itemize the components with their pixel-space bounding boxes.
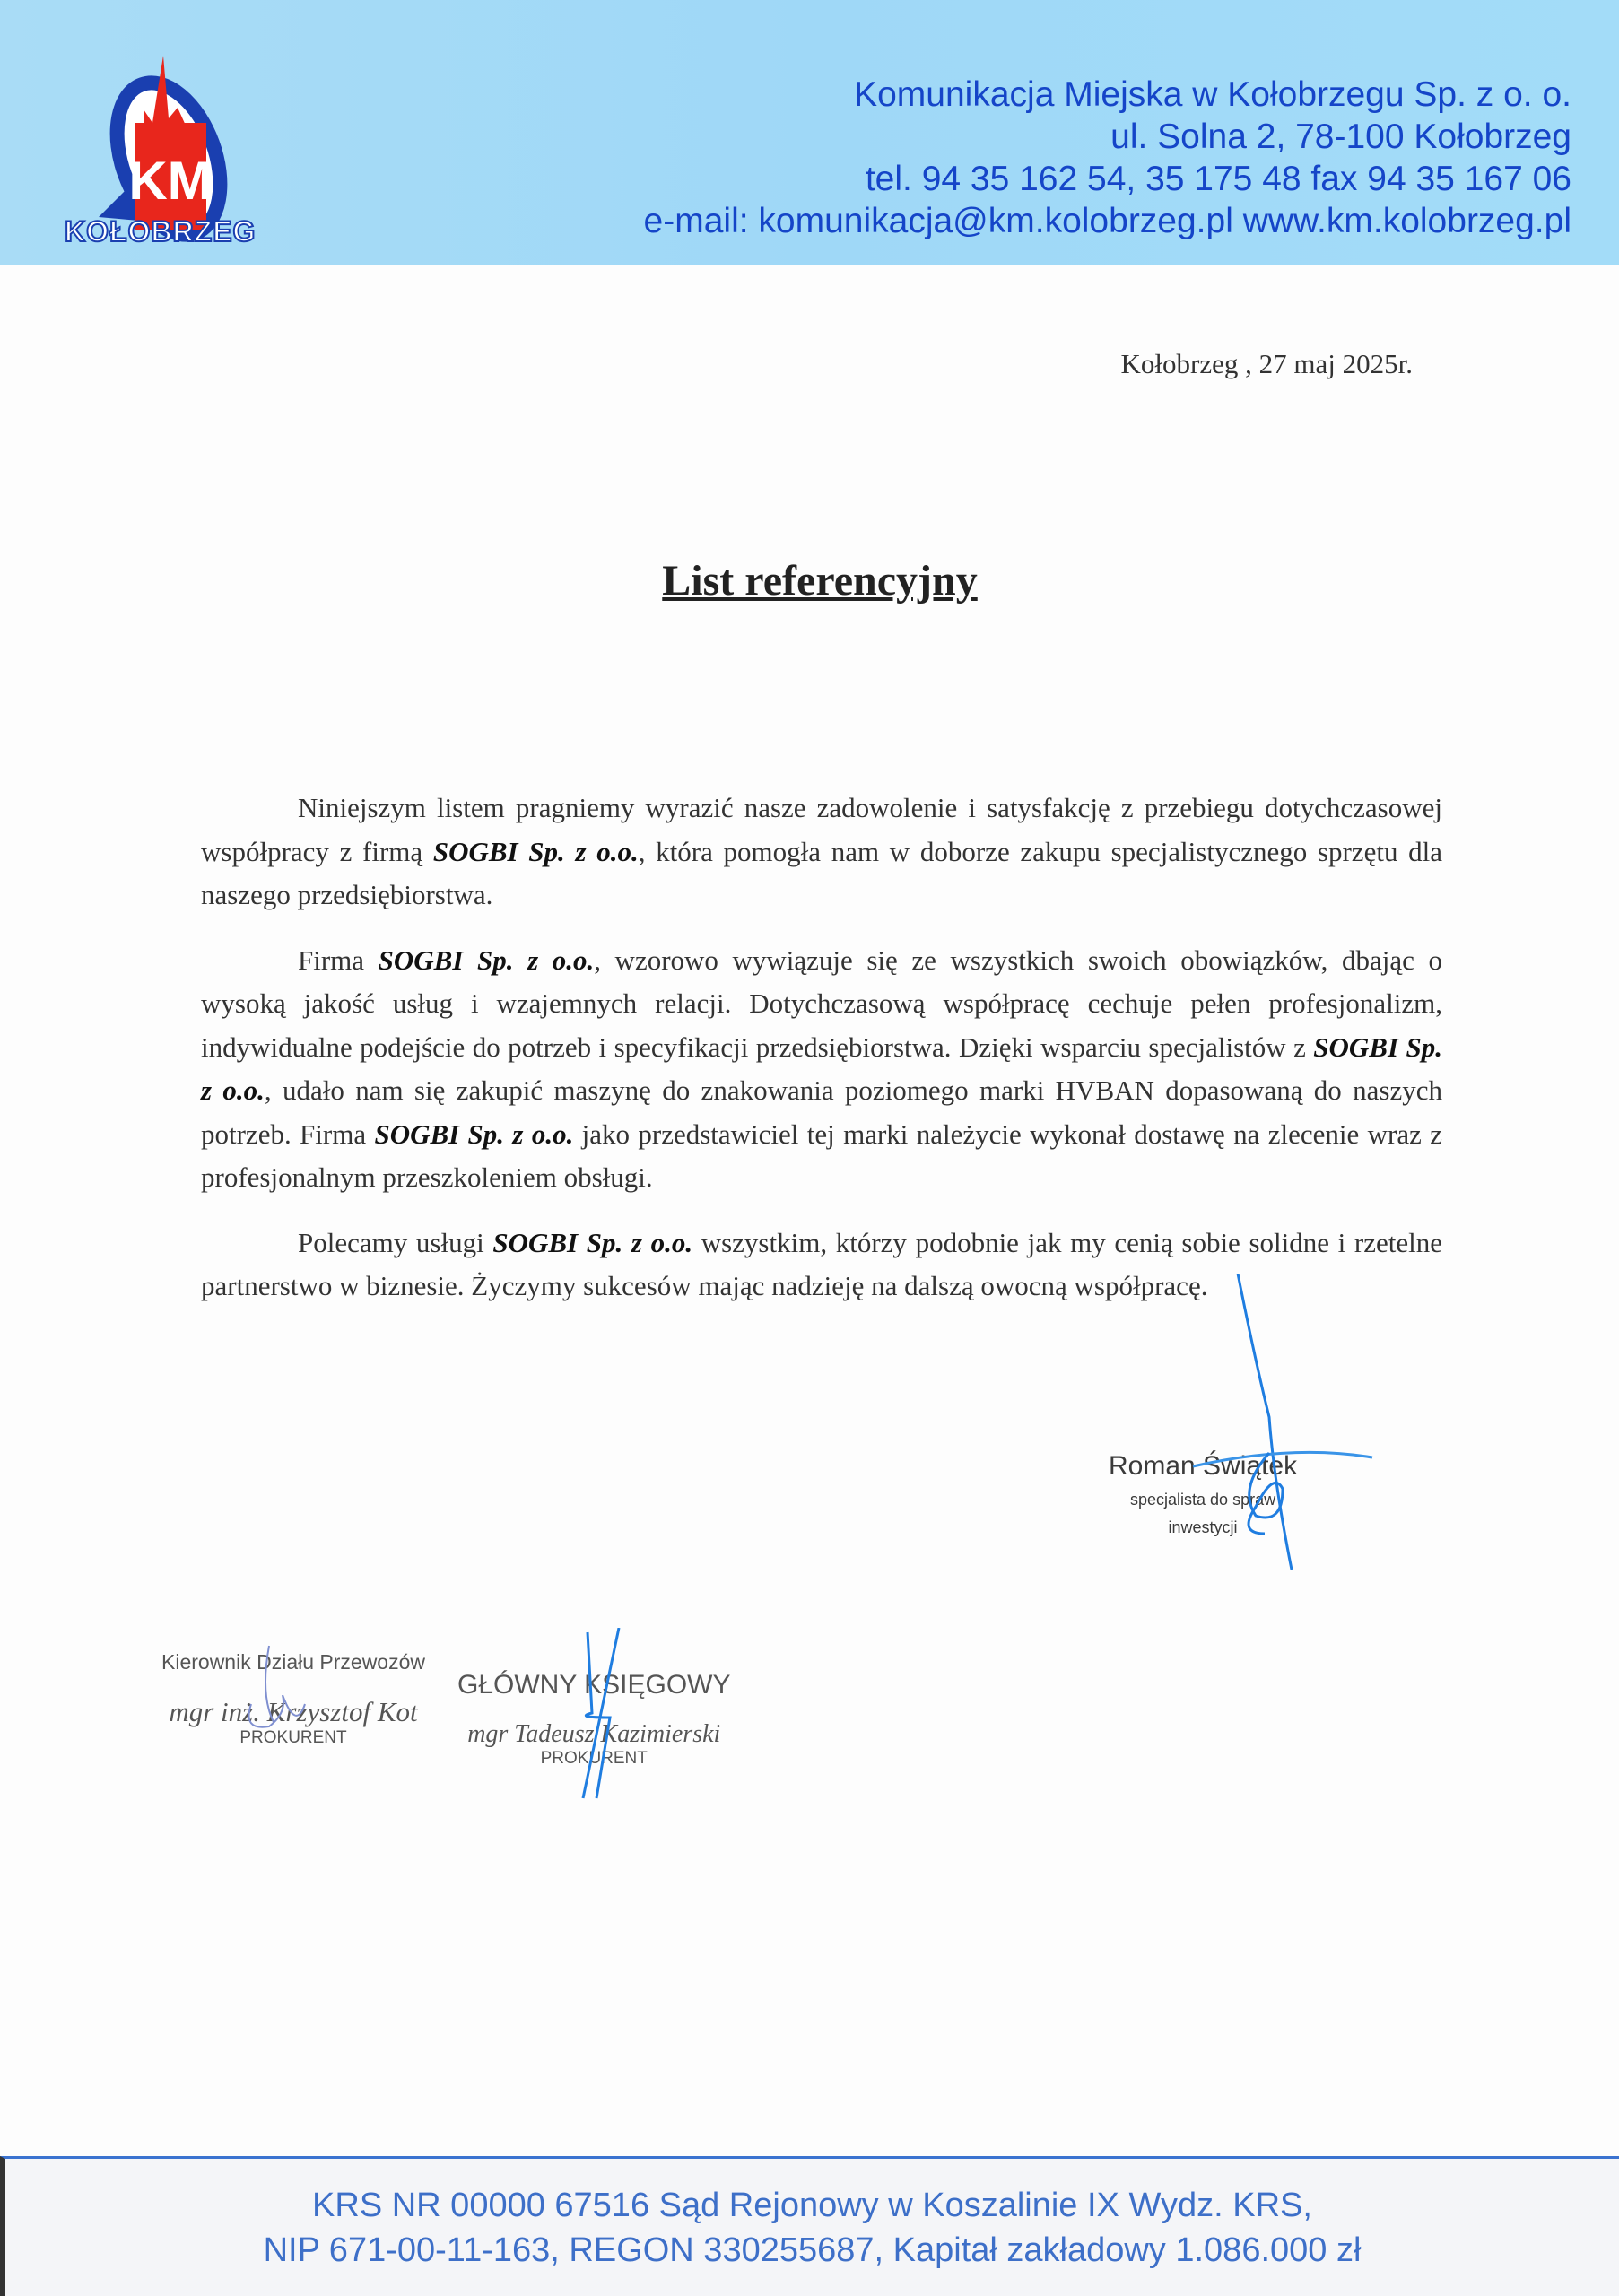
company-phone: tel. 94 35 162 54, 35 175 48 fax 94 35 167 06 bbox=[865, 160, 1571, 198]
stamp-title: Kierownik Działu Przewozów bbox=[161, 1650, 425, 1674]
stamp-kazimierski bbox=[457, 1670, 731, 1769]
footer-tax-ids: NIP 671-00-11-163, REGON 330255687, Kapitał zakładowy 1.086.000 zł bbox=[263, 2231, 1362, 2269]
signature-block-roman bbox=[1109, 1451, 1297, 1537]
company-ref: SOGBI Sp. z o.o. bbox=[201, 1031, 1442, 1106]
company-ref: SOGBI Sp. z o.o. bbox=[374, 1118, 574, 1150]
text: , udało nam się zakupić maszynę do znakowania poziomego marki HVBAN dopasowaną do naszych potrzeb. Firma bbox=[201, 1074, 1442, 1150]
text: jako przedstawiciel tej marki należycie wykonał dostawę na zlecenie wraz z profesjonalnym przeszkoleniem obsługi. bbox=[201, 1118, 1442, 1193]
text: Niniejszym listem pragniemy wyrazić nasze zadowolenie i satysfakcję z przebiegu dotychczasowej współpracy z firmą bbox=[201, 792, 1442, 867]
letter-title: List referencyjny bbox=[662, 557, 978, 604]
letter-body bbox=[201, 787, 1442, 1330]
text: , wzorowo wywiązuje się ze wszystkich swoich obowiązków, dbając o wysoką jakość usług i wzajemnych relacji. Dotychczasową współpracę cechuje pełen profesjonalizm, indywidualne podejście do potrzeb i specyfikacji przedsiębiorstwa. Dzięki wsparciu specjalistów z bbox=[201, 944, 1442, 1063]
logo-initials: KM bbox=[128, 151, 213, 211]
paragraph-3 bbox=[201, 1222, 1442, 1309]
company-ref: SOGBI Sp. z o.o. bbox=[492, 1226, 693, 1258]
stamp-title: GŁÓWNY KSIĘGOWY bbox=[457, 1670, 731, 1700]
stamp-role: PROKURENT bbox=[239, 1728, 347, 1747]
text: Firma bbox=[298, 944, 379, 976]
text: Polecamy usługi bbox=[298, 1226, 493, 1258]
company-address: ul. Solna 2, 78-100 Kołobrzeg bbox=[1110, 117, 1571, 156]
signer-name: Roman Świątek bbox=[1109, 1451, 1298, 1481]
paragraph-2 bbox=[201, 939, 1442, 1200]
stamp-name: mgr inż. Krzysztof Kot bbox=[169, 1696, 418, 1727]
stamp-role: PROKURENT bbox=[540, 1749, 648, 1768]
signer-role: inwestycji bbox=[1168, 1518, 1238, 1536]
logo-city-text: KOŁOBRZEG bbox=[65, 215, 257, 248]
signer-role: specjalista do spraw bbox=[1130, 1491, 1276, 1509]
paragraph-1 bbox=[201, 787, 1442, 918]
letter-date: Kołobrzeg , 27 maj 2025r. bbox=[1120, 348, 1413, 379]
text: , która pomogła nam w doborze zakupu specjalistycznego sprzętu dla naszego przedsiębiorstwa. bbox=[201, 835, 1442, 910]
company-ref: SOGBI Sp. z o.o. bbox=[378, 944, 595, 976]
company-name: Komunikacja Miejska w Kołobrzegu Sp. z o. o. bbox=[854, 75, 1571, 114]
letterhead bbox=[0, 0, 1619, 265]
footer-registration: KRS NR 00000 67516 Sąd Rejonowy w Koszalinie IX Wydz. KRS, bbox=[312, 2187, 1312, 2224]
company-ref: SOGBI Sp. z o.o. bbox=[432, 835, 639, 867]
company-contact-block bbox=[644, 74, 1571, 242]
stamp-name: mgr Tadeusz Kazimierski bbox=[467, 1720, 721, 1748]
letter-footer bbox=[0, 2156, 1619, 2296]
text: wszystkim, którzy podobnie jak my cenią sobie solidne i rzetelne partnerstwo w biznesie. Życzymy sukcesów mając nadzieję na dalszą owocną współpracę. bbox=[201, 1226, 1442, 1301]
company-email-web: e-mail: komunikacja@km.kolobrzeg.pl www.km.kolobrzeg.pl bbox=[643, 202, 1571, 240]
stamp-kot bbox=[161, 1650, 425, 1748]
